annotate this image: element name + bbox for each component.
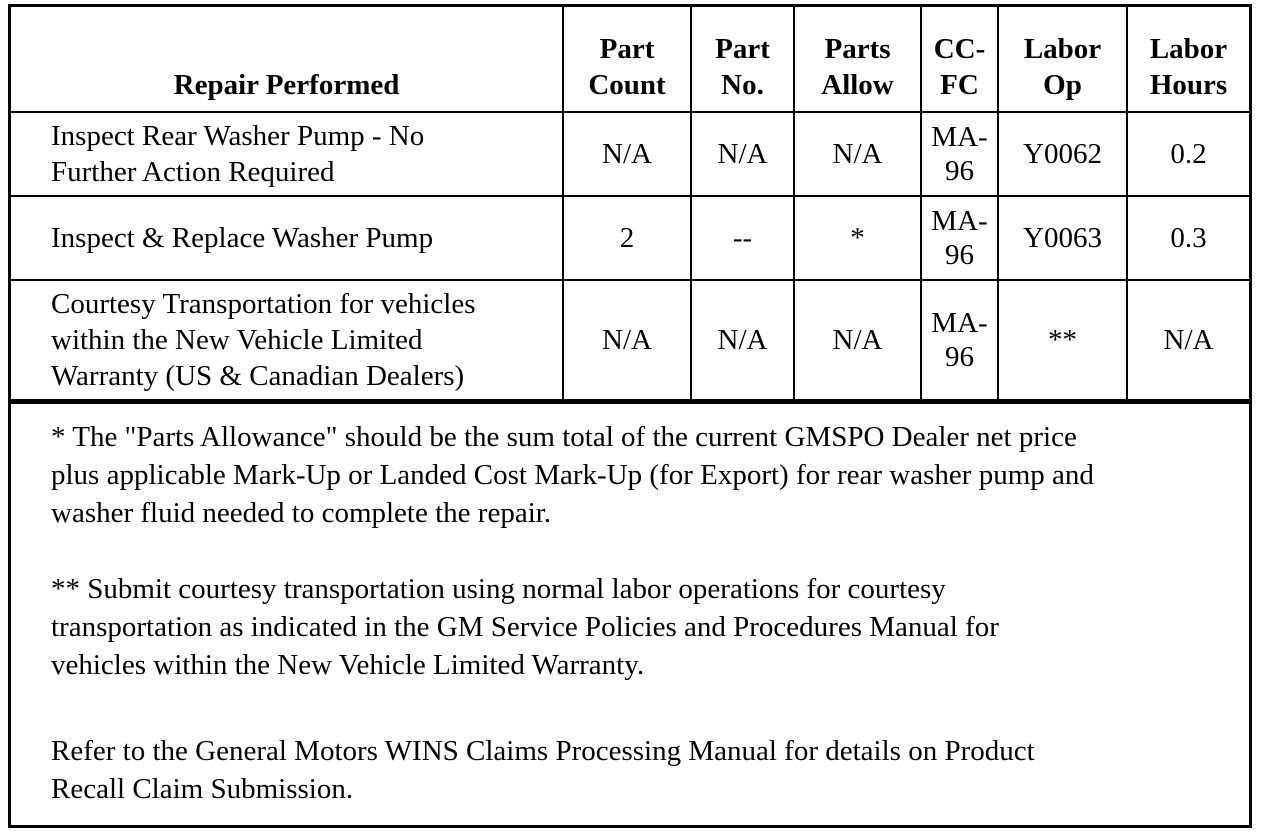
- labor-op-cell: Y0062: [998, 112, 1127, 196]
- repair-description: Inspect & Replace Washer Pump: [11, 196, 563, 280]
- header-parts-allow: Parts Allow: [794, 7, 921, 112]
- part-no-cell: --: [691, 196, 794, 280]
- table-header-row: [11, 7, 1249, 112]
- parts-allowance-note: * The "Parts Allowance" should be the sum total of the current GMSPO Dealer net price plus applicable Mark-Up or Landed Cost Mark-Up (for Export) for rear washer pump and washer fluid needed to complete the repair.: [51, 421, 1094, 529]
- labor-hours-cell: 0.3: [1127, 196, 1249, 280]
- labor-hours-cell: 0.2: [1127, 112, 1249, 196]
- header-labor-hours: Labor Hours: [1127, 7, 1249, 112]
- labor-operation-document: [8, 4, 1252, 828]
- cc-fc-cell: MA- 96: [921, 196, 998, 280]
- header-part-no: Part No.: [691, 7, 794, 112]
- cc-fc-cell: MA- 96: [921, 112, 998, 196]
- parts-allow-cell: N/A: [794, 112, 921, 196]
- labor-op-cell: **: [998, 280, 1127, 400]
- part-count-cell: N/A: [563, 112, 691, 196]
- parts-allow-cell: *: [794, 196, 921, 280]
- part-count-cell: 2: [563, 196, 691, 280]
- table-row: [11, 280, 1249, 400]
- repair-description: Inspect Rear Washer Pump - No Further Action Required: [11, 112, 563, 196]
- courtesy-transportation-note: ** Submit courtesy transportation using normal labor operations for courtesy transportation as indicated in the GM Service Policies and Procedures Manual for vehicles within the New Vehicle Limited Warranty.: [51, 573, 999, 681]
- part-count-cell: N/A: [563, 280, 691, 400]
- labor-operations-table: [11, 7, 1249, 401]
- header-cc-fc: CC- FC: [921, 7, 998, 112]
- part-no-cell: N/A: [691, 112, 794, 196]
- claims-manual-note: Refer to the General Motors WINS Claims Processing Manual for details on Product Recall Claim Submission.: [51, 735, 1035, 805]
- labor-op-cell: Y0063: [998, 196, 1127, 280]
- header-labor-op: Labor Op: [998, 7, 1127, 112]
- table-row: [11, 196, 1249, 280]
- table-row: [11, 112, 1249, 196]
- part-no-cell: N/A: [691, 280, 794, 400]
- footnotes-section: [11, 401, 1249, 808]
- parts-allow-cell: N/A: [794, 280, 921, 400]
- header-repair-performed: Repair Performed: [11, 7, 563, 112]
- header-part-count: Part Count: [563, 7, 691, 112]
- labor-hours-cell: N/A: [1127, 280, 1249, 400]
- cc-fc-cell: MA- 96: [921, 280, 998, 400]
- repair-description: Courtesy Transportation for vehicles within the New Vehicle Limited Warranty (US & Canadian Dealers): [11, 280, 563, 400]
